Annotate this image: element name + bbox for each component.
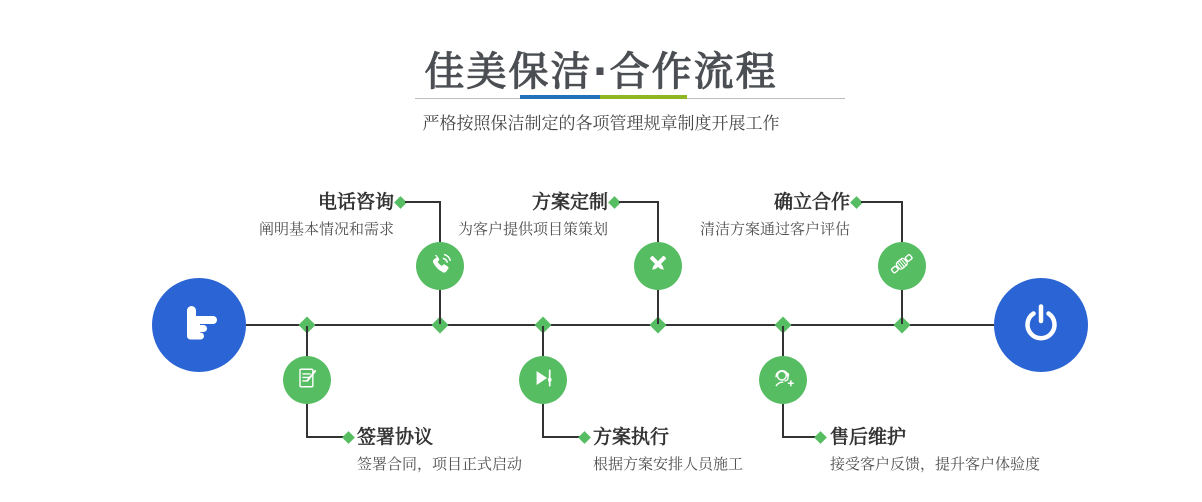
step-label: [830, 426, 1040, 473]
step-title: 方案执行: [593, 426, 670, 448]
pointing-hand-icon: [175, 299, 223, 351]
connector: [782, 404, 784, 437]
step-title: 电话咨询: [317, 191, 394, 213]
connector: [901, 290, 903, 324]
step-label: [357, 426, 522, 473]
play-slider-icon: [529, 364, 557, 396]
step-desc: 阐明基本情况和需求: [258, 220, 394, 238]
connector: [861, 201, 903, 203]
connector: [306, 404, 308, 437]
connector: [306, 436, 344, 438]
step-node: [283, 356, 331, 404]
step-label: [593, 426, 743, 473]
label-diamond: [578, 431, 591, 444]
power-icon: [1017, 299, 1065, 351]
page-title: 佳美保洁·合作流程: [424, 49, 778, 95]
step-node: [634, 242, 682, 290]
step-node: [519, 356, 567, 404]
handshake-icon: [887, 249, 917, 283]
connector: [542, 404, 544, 437]
connector: [901, 202, 903, 242]
connector: [542, 326, 544, 356]
page-subtitle: 严格按照保洁制定的各项管理规章制度开展工作: [422, 114, 780, 134]
step-desc: 接受客户反馈，提升客户体验度: [830, 455, 1041, 473]
step-title: 售后维护: [830, 426, 907, 448]
step-title: 签署协议: [357, 426, 434, 448]
connector: [619, 201, 659, 203]
connector: [439, 290, 441, 324]
connector: [439, 202, 441, 242]
phone-call-icon: [426, 250, 454, 282]
timeline-start-circle: [152, 278, 246, 372]
timeline-end-circle: [994, 278, 1088, 372]
step-node: [878, 242, 926, 290]
label-diamond: [342, 431, 355, 444]
step-title: 方案定制: [531, 191, 608, 213]
connector: [405, 201, 441, 203]
divider-blue-segment: [520, 95, 600, 99]
connector: [782, 326, 784, 356]
headset-plus-icon: [769, 364, 797, 396]
step-desc: 为客户提供项目策策划: [457, 220, 608, 238]
connector: [657, 290, 659, 324]
contract-pen-icon: [293, 364, 321, 396]
step-desc: 根据方案安排人员施工: [593, 455, 744, 473]
connector: [542, 436, 580, 438]
divider-green-segment: [600, 95, 687, 99]
step-label: [259, 191, 394, 238]
label-diamond: [814, 431, 827, 444]
step-node: [759, 356, 807, 404]
timeline-line: [246, 324, 994, 326]
step-desc: 签署合同，项目正式启动: [357, 455, 523, 473]
connector: [306, 326, 308, 356]
step-label: [700, 191, 850, 238]
step-label: [458, 191, 608, 238]
connector: [657, 202, 659, 242]
crossed-pencils-icon: [644, 250, 672, 282]
step-title: 确立合作: [773, 191, 850, 213]
step-desc: 清洁方案通过客户评估: [699, 220, 850, 238]
step-node: [416, 242, 464, 290]
